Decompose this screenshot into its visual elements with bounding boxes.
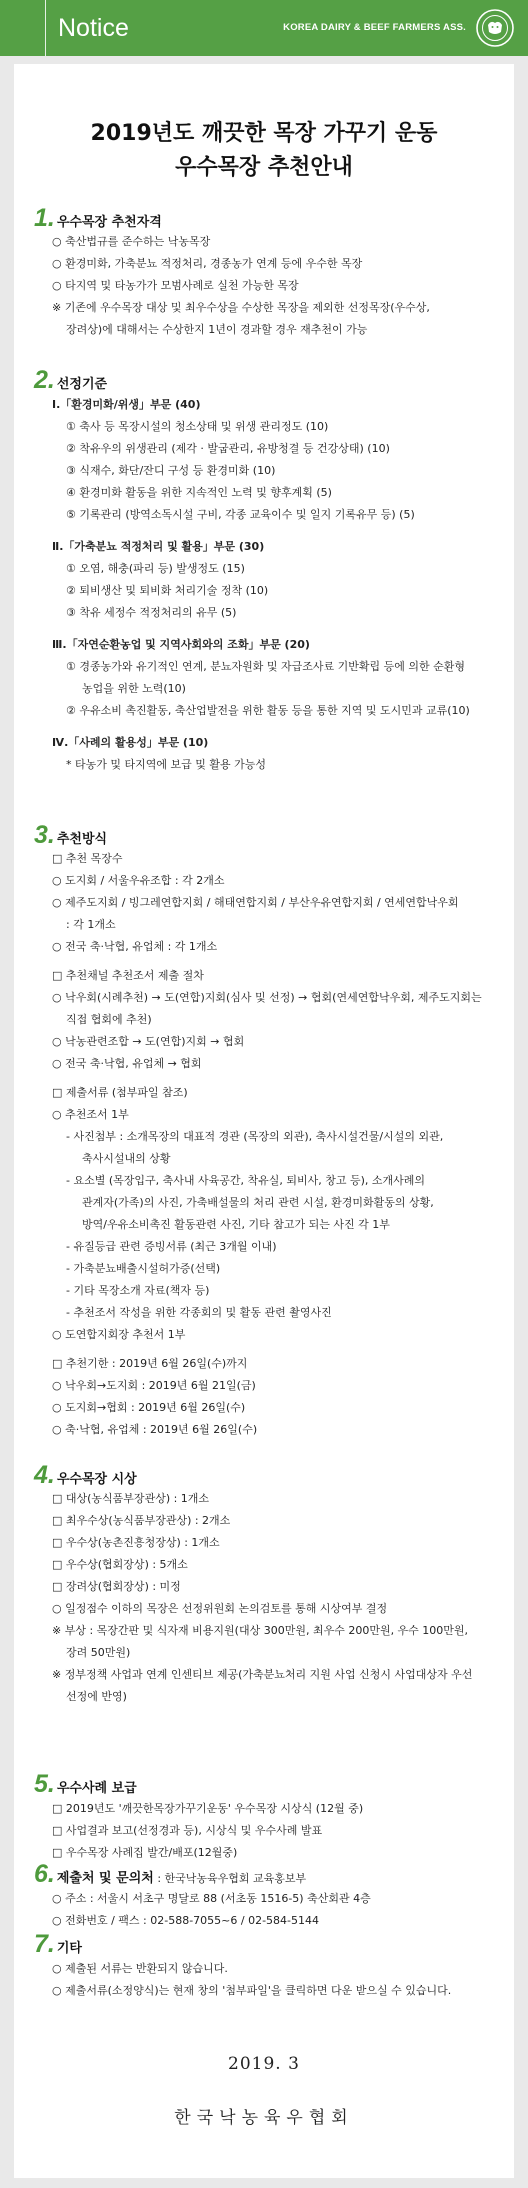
body-line: 장려상)에 대해서는 수상한지 1년이 경과할 경우 재추천이 가능 [66, 323, 368, 336]
body-line: ○ 낙우회→도지회 : 2019년 6월 21일(금) [52, 1379, 256, 1392]
body-line: ③ 식재수, 화단/잔디 구성 등 환경미화 (10) [66, 464, 276, 477]
body-line: ○ 제주도지회 / 빙그레연합지회 / 해태연합지회 / 부산우유연합지회 / 연세연합낙우회 [52, 896, 459, 909]
body-line: - 추천조서 작성을 위한 각종회의 및 활동 관련 촬영사진 [66, 1306, 332, 1319]
body-line: □ 장려상(협회장상) : 미정 [52, 1580, 181, 1593]
association-logo-icon [476, 9, 514, 47]
body-line: ○ 낙우회(시례추천) → 도(연합)지회(심사 및 선정) → 협회(연세연합낙우회, 제주도지회는 [52, 991, 482, 1004]
section-5-heading [34, 1770, 137, 1799]
section-number: 7. [34, 1930, 55, 1958]
section-7-heading [34, 1930, 82, 1959]
body-line: - 기타 목장소개 자료(책자 등) [66, 1284, 210, 1297]
body-line: 관계자(가족)의 사진, 가축배설물의 처리 관련 시설, 환경미화활동의 상황, [82, 1196, 434, 1209]
body-line: ○ 전국 축·낙협, 유업체 → 협회 [52, 1057, 202, 1070]
body-line: ※ 기존에 우수목장 대상 및 최우수상을 수상한 목장을 제외한 선정목장(우수상, [52, 301, 430, 314]
body-line: ○ 타지역 및 타농가가 모범사례로 실천 가능한 목장 [52, 279, 299, 292]
notice-label: Notice [58, 14, 129, 42]
body-line: 장려 50만원) [66, 1646, 131, 1659]
section-title: 우수목장 추천자격 [56, 215, 162, 230]
body-line: ○ 도지회→협회 : 2019년 6월 26일(수) [52, 1401, 246, 1414]
body-line: - 요소별 (목장입구, 축사내 사육공간, 착유실, 퇴비사, 창고 등), 소개사례의 [66, 1174, 426, 1187]
body-line: □ 제출서류 (첨부파일 참조) [52, 1086, 188, 1099]
section-inline-text: : 한국낙농육우협회 교육홍보부 [153, 1872, 307, 1885]
section-6-heading [34, 1860, 306, 1889]
body-line: ② 착유우의 위생관리 (제각 · 발굽관리, 유방청결 등 건강상태) (10) [66, 442, 390, 455]
body-line: ○ 주소 : 서울시 서초구 명달로 88 (서초동 1516-5) 축산회관 4층 [52, 1892, 371, 1905]
section-4-heading [34, 1461, 137, 1490]
body-line: ○ 전화번호 / 팩스 : 02-588-7055~6 / 02-584-5144 [52, 1914, 320, 1927]
document-title-line-1: 2019년도 깨끗한 목장 가꾸기 운동 [90, 121, 438, 146]
body-line: ○ 제출서류(소정양식)는 현재 창의 '첨부파일'을 클릭하면 다운 받으실 수 있습니다. [52, 1984, 452, 1997]
issue-date: 2019. 3 [228, 2054, 300, 2074]
body-line: ③ 착유 세정수 적정처리의 유무 (5) [66, 606, 237, 619]
section-number: 2. [34, 366, 55, 394]
body-line: 직접 협회에 추천) [66, 1013, 152, 1026]
body-line: ○ 전국 축·낙협, 유업체 : 각 1개소 [52, 940, 218, 953]
body-line: □ 우수상(농촌진흥청장상) : 1개소 [52, 1536, 220, 1549]
body-line: □ 최우수상(농식품부장관상) : 2개소 [52, 1514, 231, 1527]
body-line: ○ 축·낙협, 유업체 : 2019년 6월 26일(수) [52, 1423, 258, 1436]
body-line: ⑤ 기록관리 (방역소독시설 구비, 각종 교육이수 및 일지 기록유무 등) (5) [66, 508, 415, 521]
section-number: 6. [34, 1860, 55, 1888]
body-line: □ 우수상(협회장상) : 5개소 [52, 1558, 188, 1571]
body-line: ○ 환경미화, 가축분뇨 적정처리, 경종농가 연계 등에 우수한 목장 [52, 257, 363, 270]
body-line: □ 추천기한 : 2019년 6월 26일(수)까지 [52, 1357, 248, 1370]
body-line: ○ 낙농관련조합 → 도(연합)지회 → 협회 [52, 1035, 245, 1048]
section-title: 우수사례 보급 [56, 1781, 137, 1796]
issuer-name: 한국낙농육우협회 [174, 2108, 354, 2128]
body-line: ① 축사 등 목장시설의 청소상태 및 위생 관리정도 (10) [66, 420, 329, 433]
section-title: 선정기준 [56, 377, 108, 392]
body-line: □ 대상(농식품부장관상) : 1개소 [52, 1492, 210, 1505]
body-line: ※ 정부정책 사업과 연계 인센티브 제공(가축분뇨처리 지원 사업 신청시 사업대상자 우선 [52, 1668, 473, 1681]
body-line: 축사시설내의 상황 [82, 1152, 171, 1165]
body-line: ○ 추천조서 1부 [52, 1108, 129, 1121]
section-title: 우수목장 시상 [56, 1472, 137, 1487]
notice-document [14, 64, 514, 2178]
section-2-heading [34, 366, 107, 395]
header-divider [45, 0, 46, 56]
body-line: □ 추천 목장수 [52, 852, 123, 865]
header-bar [0, 0, 528, 56]
body-line: □ 추천채널 추천조서 제출 절차 [52, 969, 204, 982]
criteria-heading: Ⅰ.「환경미화/위생」부문 (40) [52, 398, 201, 411]
body-line: ① 오염, 해충(파리 등) 발생정도 (15) [66, 562, 245, 575]
section-3-heading [34, 821, 107, 850]
body-line: ○ 일정점수 이하의 목장은 선정위원회 논의검토를 통해 시상여부 결정 [52, 1602, 388, 1615]
org-name: KOREA DAIRY & BEEF FARMERS ASS. [283, 22, 466, 33]
body-line: □ 사업결과 보고(선정경과 등), 시상식 및 우수사례 발표 [52, 1824, 323, 1837]
body-line: □ 2019년도 '깨끗한목장가꾸기운동' 우수목장 시상식 (12월 중) [52, 1802, 364, 1815]
body-line: * 타농가 및 타지역에 보급 및 활용 가능성 [66, 758, 266, 771]
body-line: : 각 1개소 [66, 918, 116, 931]
body-line: ※ 부상 : 목장간판 및 식자재 비용지원(대상 300만원, 최우수 200만원, 우수 100만원, [52, 1624, 469, 1637]
body-line: □ 우수목장 사례집 발간/배포(12월중) [52, 1846, 238, 1859]
criteria-heading: Ⅲ.「자연순환농업 및 지역사회와의 조화」부문 (20) [52, 638, 310, 651]
body-line: ① 경종농가와 유기적인 연계, 분뇨자원화 및 자급조사료 기반확립 등에 의한 순환형 [66, 660, 465, 673]
section-number: 1. [34, 204, 55, 232]
section-number: 3. [34, 821, 55, 849]
section-number: 5. [34, 1770, 55, 1798]
body-line: ② 우유소비 촉진활동, 축산업발전을 위한 활동 등을 통한 지역 및 도시민과 교류(10) [66, 704, 470, 717]
document-title-line-2: 우수목장 추천안내 [175, 155, 353, 180]
body-line: - 유질등급 관련 증빙서류 (최근 3개월 이내) [66, 1240, 277, 1253]
body-line: ② 퇴비생산 및 퇴비화 처리기술 정착 (10) [66, 584, 269, 597]
section-title: 기타 [56, 1941, 82, 1956]
body-line: - 사진첨부 : 소개목장의 대표적 경관 (목장의 외관), 축사시설건물/시설의 외관, [66, 1130, 444, 1143]
section-number: 4. [34, 1461, 55, 1489]
body-line: ○ 제출된 서류는 반환되지 않습니다. [52, 1962, 228, 1975]
body-line: ○ 도지회 / 서울우유조합 : 각 2개소 [52, 874, 225, 887]
criteria-heading: Ⅱ.「가축분뇨 적정처리 및 활용」부문 (30) [52, 540, 265, 553]
body-line: ④ 환경미화 활동을 위한 지속적인 노력 및 향후계획 (5) [66, 486, 332, 499]
body-line: - 가축분뇨배출시설허가증(선택) [66, 1262, 221, 1275]
section-title: 추천방식 [56, 832, 108, 847]
body-line: ○ 축산법규를 준수하는 낙농목장 [52, 235, 211, 248]
criteria-heading: Ⅳ.「사례의 활용성」부문 (10) [52, 736, 209, 749]
body-line: 선정에 반영) [66, 1690, 127, 1703]
body-line: ○ 도연합지회장 추천서 1부 [52, 1328, 186, 1341]
body-line: 농업을 위한 노력(10) [82, 682, 186, 695]
section-1-heading [34, 204, 162, 233]
section-title: 제출처 및 문의처 [56, 1871, 154, 1886]
body-line: 방역/우유소비촉진 활동관련 사진, 기타 참고가 되는 사진 각 1부 [82, 1218, 390, 1231]
